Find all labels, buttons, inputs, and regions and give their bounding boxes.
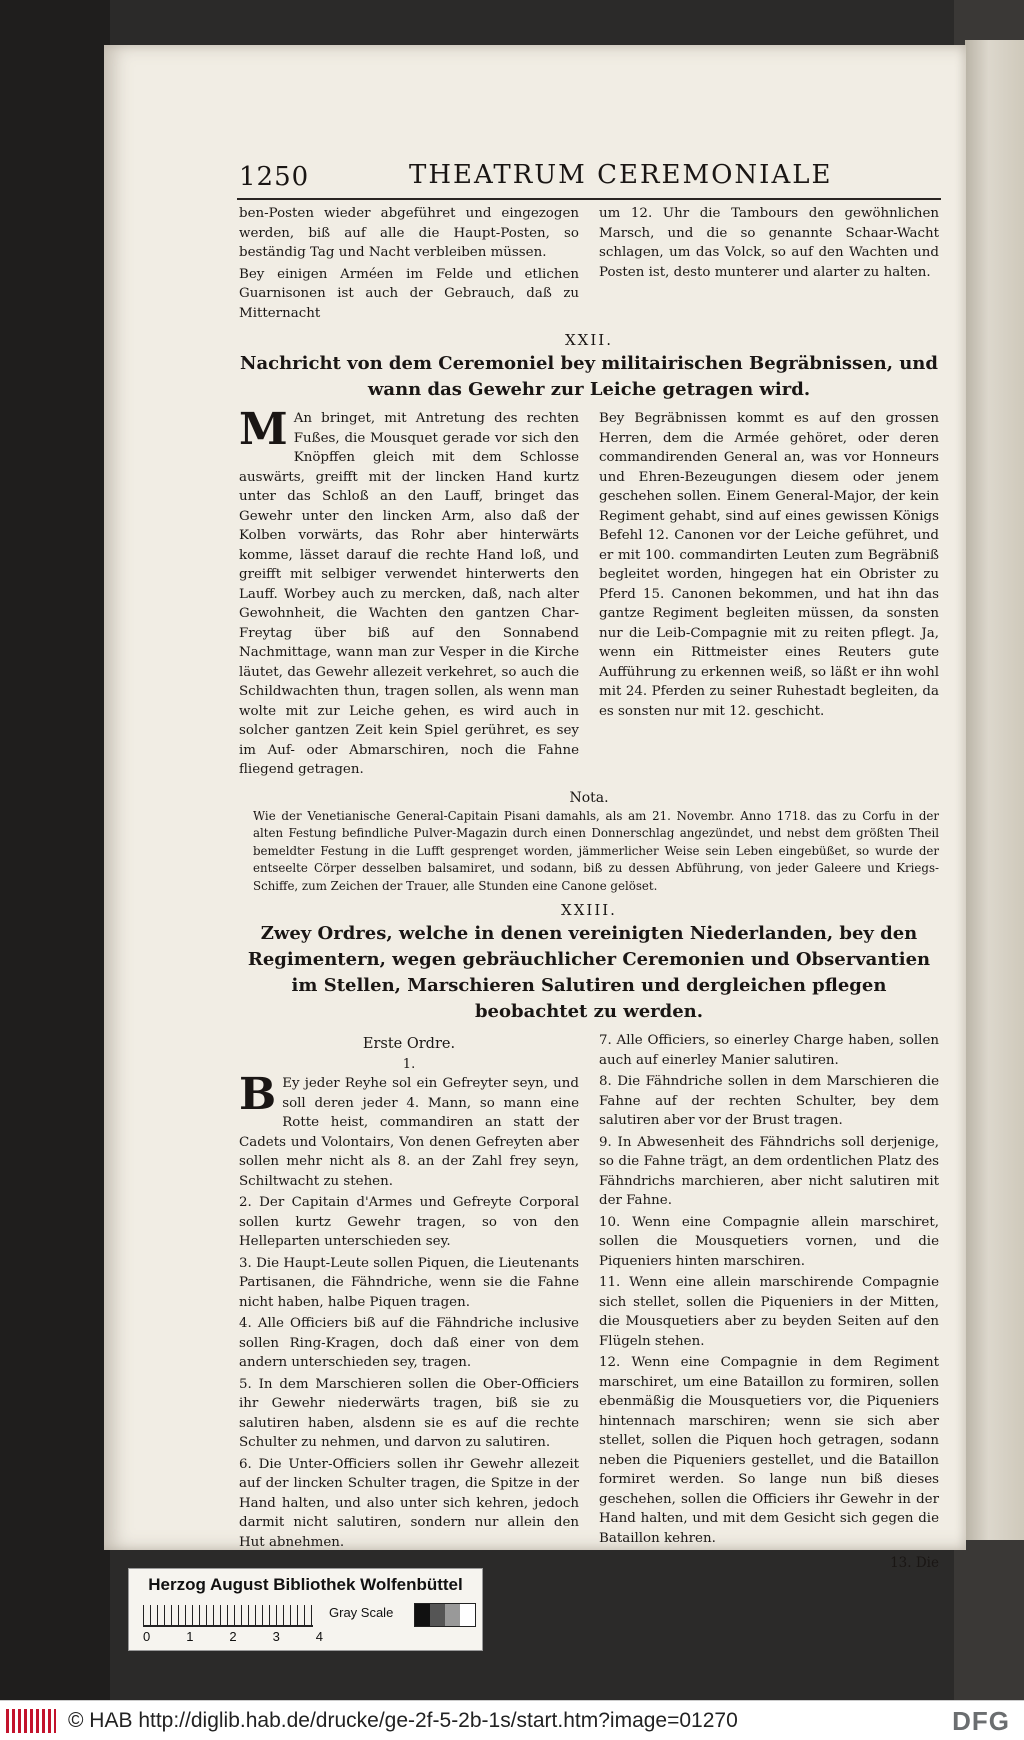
paragraph: 6. Die Unter-Officiers sollen ihr Gewehr allezeit auf der lincken Schulter tragen, die Spitze in der Hand halten, und also unter sich kehren, jedoch darmit nicht salutiren, sondern nur allein den Hut abnehmen. xyxy=(239,1456,579,1550)
paragraph: B Ey jeder Reyhe sol ein Gefreyter seyn, und soll deren jeder 4. Mann, so mann eine Rotte heist, commandiren an statt der Cadets und Volontairs, Von denen Gefreyten aber sollen mehr nicht als 8. an der Zahl frey seyn, Schiltwacht zu stehen. xyxy=(239,1069,579,1189)
paragraph: M An bringet, mit Antretung des rechten Fußes, die Mousquet gerade vor sich den Knöpffen gleich mit dem Schlosse auswärts, greifft mit der lincken Hand kurtz unter das Schloß an den Lauff, bringet das Gewehr unter den lincken Arm, also daß der Kolben vorwärts, das Rohr aber hinterwärts komme, lässet darauf die rechte Hand loß, und greifft mit selbiger verwendet hinterwerts den Lauff. Worbey auch zu mercken, daß, nach alter Gewohnheit, die Wachten den gantzen Char-Freytag über biß auf den Sonnabend Nachmittage, wann man zur Vesper in die Kirche läutet, das Gewehr allezeit verkehret, so auch die Schildwachten thun, tragen sollen, als wenn man wolte mit zur Leiche gehen, es wird auch in solcher gantzen Zeit kein Spiel gerühret, es sey im Auf- oder Abmarschiren, noch die Fahne fliegend getragen. xyxy=(239,404,579,777)
paragraph: 11. Wenn eine allein marschirende Compagnie sich stellet, sollen die Piqueniers in der Mitten, die Mousquetiers aber zu beyden Seiten auf den Flügeln stehen. xyxy=(599,1275,939,1349)
source-url[interactable]: © HAB http://diglib.hab.de/drucke/ge-2f-5-2b-1s/start.htm?image=01270 xyxy=(68,1708,738,1732)
section-title: Nachricht von dem Ceremoniel bey militairischen Begräbnissen, und wann das Gewehr zur Leiche getragen wird. xyxy=(240,353,938,400)
section23-left-column xyxy=(239,1031,579,1574)
nota-text: Wie der Venetianische General-Capitain Pisani damahls, als am 21. Novembr. Anno 1718. das zu Corfu in der alten Festung befindliche Pulver-Magazin durch einen Donnerschlag angezündet, und nebst dem größten Theil bemeldter Festung in die Lufft gesprenget worden, jämmerlicher Weise sein Leben eingebüßet, so wurde der entseelte Cörper desselben balsamiret, und sodann, biß zu dessen Abführung, von jeder Galeere und Kriegs-Schiffe, zum Zeichen der Trauer, alle Stunden eine Canone gelöset. xyxy=(253,808,939,893)
paragraph: 4. Alle Officiers biß auf die Fähndriche inclusive sollen Ring-Kragen, doch daß einer von dem andern unterschieden sey, tragen. xyxy=(239,1316,579,1370)
ruler-tick: 4 xyxy=(315,1629,323,1644)
drop-cap: M xyxy=(239,404,288,455)
dfg-logo: DFG xyxy=(952,1706,1010,1736)
paragraph: 9. In Abwesenheit des Fähndrichs soll derjenige, so die Fahne trägt, an dem ordentlichen Platz des Fähndrichs marchieren, aber nicht salutiren mit der Fahne. xyxy=(599,1134,939,1208)
ruler-tick: 1 xyxy=(186,1629,194,1644)
book-page xyxy=(104,45,966,1571)
ruler-tick: 3 xyxy=(272,1629,280,1644)
section22-left-column xyxy=(239,404,579,782)
paragraph: um 12. Uhr die Tambours den gewöhnlichen Marsch, und die so genannte Schaar-Wacht schlagen, um das Volck, so auf den Wachten und Posten ist, desto munterer und alarter zu halten. xyxy=(599,206,939,280)
section23-columns xyxy=(239,1031,939,1574)
paragraph: Bey einigen Arméen im Felde und etlichen Guarnisonen ist auch der Gebrauch, daß zu Mitternacht xyxy=(239,266,579,321)
section-number: XXII. xyxy=(565,331,613,349)
gray-scale-label: Gray Scale xyxy=(329,1605,394,1620)
top-columns xyxy=(239,204,939,325)
paragraph: 2. Der Capitain d'Armes und Gefreyte Corporal sollen kurtz Gewehr tragen, so von den Helleparten unterschieden sey. xyxy=(239,1195,579,1249)
paragraph: 12. Wenn eine Compagnie in dem Regiment marschiret, um eine Bataillon zu formiren, sollen ebenmäßig die Mousquetiers vor, die Piqueniers hintennach marschiren; wenn sie sich aber stellet, sollen die Piquen hoch getragen, sodann neben die Piqueniers gestellet, und die Bataillon formiret werden. So lange nun biß dieses geschehen, sollen die Officiers ihr Gewehr in der Hand halten, und mit dem Gesicht sich gegen die Bataillon kehren. xyxy=(599,1355,939,1546)
paragraph: 7. Alle Officiers, so einerley Charge haben, sollen auch auf einerley Manier salutiren. xyxy=(599,1033,939,1068)
library-label-card xyxy=(128,1568,483,1651)
paragraph: 3. Die Haupt-Leute sollen Piquen, die Lieutenants Partisanen, die Fähndriche, wenn sie die Fahne nicht haben, halbe Piquen tragen. xyxy=(239,1255,579,1310)
paragraph: 8. Die Fähndriche sollen in dem Marschieren die Fahne auf der rechten Schulter, bey dem salutiren aber vor der Brust tragen. xyxy=(599,1074,939,1128)
top-left-column xyxy=(239,204,579,325)
paragraph: Bey Begräbnissen kommt es auf den grossen Herren, dem die Armée gehöret, oder deren commandirenden General an, was vor Honneurs und Ehren-Bezeugungen diesem oder jenem geschehen sollen. Einem General-Major, der kein Regiment gehabt, sind auf eines gewissen Königs Befehl 12. Canonen vor der Leiche geführet, und er mit 100. commandirten Leuten zum Begräbniß begleitet worden, hingegen hat ein Obrister zu Pferd 15. Canonen bekommen, und hat ihn das gantze Regiment begleiten müssen, da sonsten nur die Leib-Compagnie mit zu reiten pflegt. Ja, wenn ein Rittmeister eines Reuters gute Aufführung zu erkennen weiß, so läßt er ihn wohl mit 24. Pferden zu seiner Ruhestadt begleiten, da es sonsten nur mit 12. geschicht. xyxy=(599,411,939,719)
section22-right-column xyxy=(599,409,939,782)
hab-logo-icon xyxy=(6,1709,56,1733)
sub-number: 1. xyxy=(402,1056,416,1072)
gray-scale-swatch xyxy=(414,1603,476,1627)
nota-label: Nota. xyxy=(569,789,609,806)
ruler-ticks xyxy=(143,1629,323,1644)
catch-word: 13. Die xyxy=(890,1555,939,1571)
ruler-tick: 0 xyxy=(143,1629,151,1644)
running-title: THEATRUM CEREMONIALE xyxy=(409,160,833,190)
footer-bar xyxy=(0,1700,1024,1740)
section22-columns xyxy=(239,404,939,782)
ruler-scale xyxy=(143,1605,313,1627)
paragraph: ben-Posten wieder abgeführet und eingezogen werden, biß auf alle die Haupt-Posten, so beständig Tag und Nacht verbleiben müssen. xyxy=(239,206,579,260)
dark-backdrop-left xyxy=(0,0,110,1700)
drop-cap: B xyxy=(239,1069,277,1120)
section-number: XXIII. xyxy=(561,901,617,919)
paragraph: 5. In dem Marschieren sollen die Ober-Officiers ihr Gewehr niederwärts tragen, biß sie zu salutiren haben, alsdenn sie es auf die rechte Schulter zu nehmen, und darvon zu salutiren. xyxy=(239,1376,579,1450)
running-head xyxy=(239,160,939,194)
section-title: Zwey Ordres, welche in denen vereinigten Niederlanden, bey den Regimentern, wegen gebräuchlicher Ceremonien und Observantien im Stellen, Marschieren Salutiren und dergleichen pflegen beobachtet zu werden. xyxy=(247,923,931,1022)
section23-right-column xyxy=(599,1031,939,1574)
paragraph: 10. Wenn eine Compagnie allein marschiret, sollen die Mousquetiers vornen, und die Piqueniers hinten marschiren. xyxy=(599,1214,939,1269)
page-content xyxy=(239,160,939,1574)
top-right-column xyxy=(599,204,939,325)
page-number: 1250 xyxy=(239,162,310,192)
next-page-edge xyxy=(965,40,1024,1540)
ruler-tick: 2 xyxy=(229,1629,237,1644)
sub-heading: Erste Ordre. xyxy=(362,1036,456,1052)
head-rule xyxy=(237,198,941,200)
library-name: Herzog August Bibliothek Wolfenbüttel xyxy=(148,1575,463,1594)
